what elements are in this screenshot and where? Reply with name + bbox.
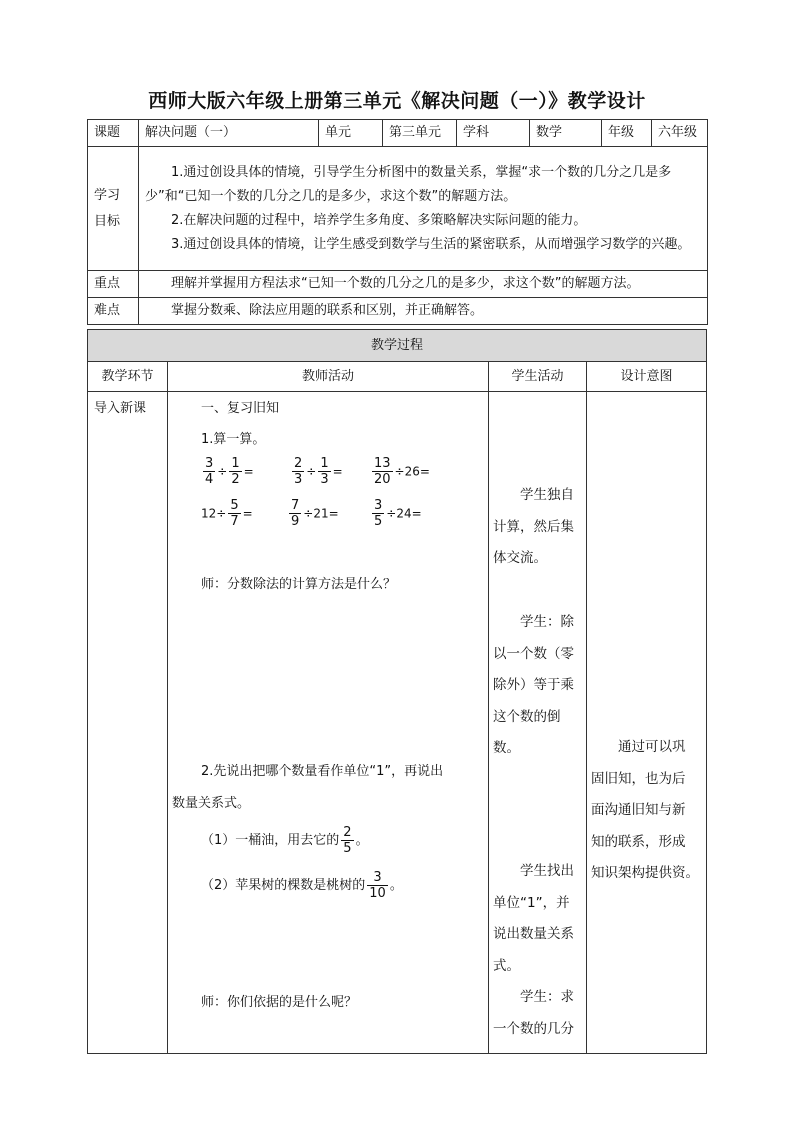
goals-label-text: 学习目标 — [94, 187, 121, 229]
calc-item-3: $\frac{13}{20}$ ÷26= — [374, 456, 430, 487]
question-1: 1.算一算。 — [201, 432, 266, 447]
difficulty-label: 难点 — [88, 298, 139, 325]
lesson-info-table — [87, 119, 708, 325]
fraction: $\frac{7}{9}$ — [291, 498, 300, 529]
goals-label — [88, 147, 139, 271]
fraction: $\frac{13}{20}$ — [374, 456, 391, 487]
section-heading: 一、复习旧知 — [201, 401, 280, 416]
design-intent-cell — [587, 392, 707, 1054]
calc-item-2: $\frac{2}{3}$ ÷ $\frac{1}{3}$ = — [294, 456, 343, 487]
design-intent-text: 通过可以巩 固旧知，也为后 面沟通旧知与新 知的联系，形成 知识架构提供资。 — [591, 739, 699, 881]
teaching-process-table — [87, 329, 707, 1054]
subject-title-value: 解决问题（一） — [139, 120, 319, 147]
student-response-2: 学生：除 以一个数（零 除外）等于乘 这个数的倒数。 — [493, 614, 574, 756]
stage-label: 导入新课 — [94, 401, 147, 416]
student-response-4: 学生：求 一个数的几分 — [493, 989, 574, 1037]
col-teacher-header: 教师活动 — [168, 362, 489, 392]
key-point-label: 重点 — [88, 271, 139, 298]
page-title: 西师大版六年级上册第三单元《解决问题（一）》教学设计 — [148, 90, 646, 112]
grade-label: 年级 — [602, 120, 652, 147]
fraction: $\frac{5}{7}$ — [230, 498, 239, 529]
sub-item-2: （2）苹果树的棵数是桃树的 $\frac{3}{10}$ 。 — [201, 870, 403, 901]
teacher-activity-cell — [168, 392, 489, 1054]
fraction: $\frac{3}{10}$ — [369, 870, 386, 901]
goal-item-2: 2.在解决问题的过程中，培养学生多角度、多策略解决实际问题的能力。 — [171, 212, 587, 228]
subject-title-label: 课题 — [88, 120, 139, 147]
difficulty-text: 掌握分数乘、除法应用题的联系和区别，并正确解答。 — [139, 298, 708, 325]
student-activity-cell — [489, 392, 587, 1054]
col-intent-header: 设计意图 — [587, 362, 707, 392]
student-response-1: 学生独自 计算，然后集 体交流。 — [493, 487, 574, 566]
question-basis: 师：你们依据的是什么呢？ — [201, 995, 358, 1010]
goals-content — [139, 147, 708, 271]
goal-item-3: 3.通过创设具体的情境，让学生感受到数学与生活的紧密联系，从而增强学习数学的兴趣。 — [171, 236, 691, 252]
unit-label: 单元 — [319, 120, 383, 147]
calc-item-6: $\frac{3}{5}$ ÷24= — [374, 498, 422, 529]
fraction: $\frac{3}{4}$ — [205, 456, 214, 487]
process-header: 教学过程 — [88, 330, 707, 362]
subject-label: 学科 — [457, 120, 530, 147]
question-2-line-2: 数量关系式。 — [172, 796, 251, 811]
fraction: $\frac{1}{3}$ — [320, 456, 329, 487]
subject-value: 数学 — [530, 120, 602, 147]
calc-item-5: $\frac{7}{9}$ ÷21= — [291, 498, 339, 529]
grade-value: 六年级 — [652, 120, 708, 147]
sub-item-1: （1）一桶油，用去它的 $\frac{2}{5}$ 。 — [201, 825, 369, 856]
goal-item-1: 1.通过创设具体的情境，引导学生分析图中的数量关系，掌握“求一个数的几分之几是多少”和“已知一个数的几分之几的是多少，求这个数”的解题方法。 — [145, 164, 672, 204]
fraction: $\frac{1}{2}$ — [231, 456, 240, 487]
fraction: $\frac{2}{3}$ — [294, 456, 303, 487]
calc-item-4: 12÷ $\frac{5}{7}$ = — [201, 498, 253, 529]
fraction: $\frac{3}{5}$ — [374, 498, 383, 529]
col-student-header: 学生活动 — [489, 362, 587, 392]
question-method: 师：分数除法的计算方法是什么？ — [201, 577, 397, 592]
fraction: $\frac{2}{5}$ — [343, 825, 352, 856]
col-stage-header: 教学环节 — [88, 362, 168, 392]
student-response-3: 学生找出 单位“1”，并 说出数量关系 式。 — [493, 863, 574, 974]
unit-value: 第三单元 — [383, 120, 457, 147]
calc-item-1: $\frac{3}{4}$ ÷ $\frac{1}{2}$ = — [205, 456, 254, 487]
key-point-text: 理解并掌握用方程法求“已知一个数的几分之几的是多少，求这个数”的解题方法。 — [139, 271, 708, 298]
question-2-line-1: 2.先说出把哪个数量看作单位“1”，再说出 — [201, 764, 444, 779]
stage-cell — [88, 392, 168, 1054]
